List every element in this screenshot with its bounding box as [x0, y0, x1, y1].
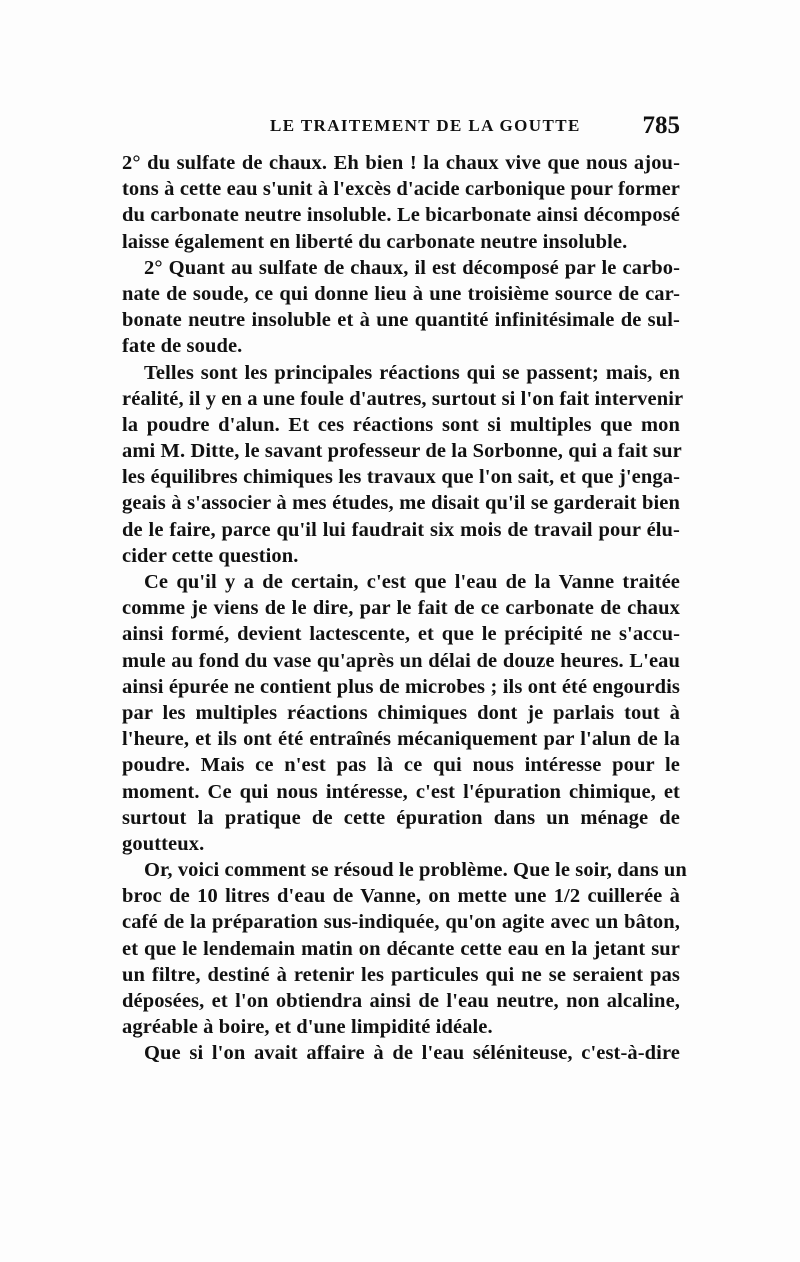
text-line: cider cette question.: [122, 544, 299, 567]
text-line: ami M. Ditte, le savant professeur de la Sorbonne, qui a fait sur: [122, 440, 682, 463]
text-line: mule au fond du vase qu'après un délai de douze heures. L'eau: [122, 649, 680, 672]
text-line: Que si l'on avait affaire à de l'eau séléniteuse, c'est-à-dire: [144, 1042, 680, 1065]
text-line: agréable à boire, et d'une limpidité idéale.: [122, 1016, 493, 1039]
text-line: par les multiples réactions chimiques dont je parlais tout à: [122, 701, 680, 724]
text-line: café de la préparation sus-indiquée, qu'on agite avec un bâton,: [122, 911, 680, 934]
text-line: ainsi épurée ne contient plus de microbes ; ils ont été engourdis: [122, 675, 680, 698]
text-line: de le faire, parce qu'il lui faudrait six mois de travail pour élu-: [122, 518, 680, 541]
text-line: réalité, il y en a une foule d'autres, surtout si l'on fait intervenir: [122, 387, 684, 410]
text-line: comme je viens de le dire, par le fait de ce carbonate de chaux: [122, 597, 680, 620]
text-line: geais à s'associer à mes études, me disait qu'il se garderait bien: [122, 492, 680, 515]
text-line: surtout la pratique de cette épuration dans un ménage de: [122, 806, 680, 829]
text-line: déposées, et l'on obtiendra ainsi de l'eau neutre, non alcaline,: [122, 990, 680, 1012]
text-line: Or, voici comment se résoud le problème. Que le soir, dans un: [144, 859, 687, 882]
text-line: un filtre, destiné à retenir les particules qui ne se seraient pas: [122, 963, 680, 986]
text-line: ainsi formé, devient lactescente, et que le précipité ne s'accu-: [122, 623, 680, 646]
text-line: du carbonate neutre insoluble. Le bicarbonate ainsi décomposé: [122, 204, 680, 227]
body-text: [122, 150, 687, 1067]
text-line: les équilibres chimiques les travaux que l'on sait, et que j'enga-: [122, 466, 680, 489]
text-line: bonate neutre insoluble et à une quantité infinitésimale de sul-: [122, 309, 680, 332]
text-line: et que le lendemain matin on décante cette eau en la jetant sur: [122, 937, 680, 960]
text-line: goutteux.: [122, 832, 205, 855]
text-line: la poudre d'alun. Et ces réactions sont si multiples que mon: [122, 413, 680, 436]
page-number: 785: [642, 112, 680, 139]
running-title: LE TRAITEMENT DE LA GOUTTE: [270, 116, 581, 135]
text-line: Ce qu'il y a de certain, c'est que l'eau de la Vanne traitée: [144, 571, 680, 593]
text-line: Telles sont les principales réactions qui se passent; mais, en: [144, 361, 680, 384]
text-line: poudre. Mais ce n'est pas là ce qui nous intéresse pour le: [122, 754, 680, 777]
text-line: nate de soude, ce qui donne lieu à une troisième source de car-: [122, 282, 680, 305]
text-line: fate de soude.: [122, 335, 243, 358]
text-line: 2° du sulfate de chaux. Eh bien ! la chaux vive que nous ajou-: [122, 152, 680, 174]
text-line: l'heure, et ils ont été entraînés mécaniquement par l'alun de la: [122, 728, 680, 751]
page-header: [122, 112, 680, 142]
text-line: tons à cette eau s'unit à l'excès d'acide carbonique pour former: [122, 178, 680, 201]
text-line: broc de 10 litres d'eau de Vanne, on mette une 1/2 cuillerée à: [122, 885, 680, 908]
text-line: 2° Quant au sulfate de chaux, il est décomposé par le carbo-: [144, 256, 680, 279]
text-line: laisse également en liberté du carbonate neutre insoluble.: [122, 230, 628, 253]
text-line: moment. Ce qui nous intéresse, c'est l'épuration chimique, et: [122, 780, 680, 803]
